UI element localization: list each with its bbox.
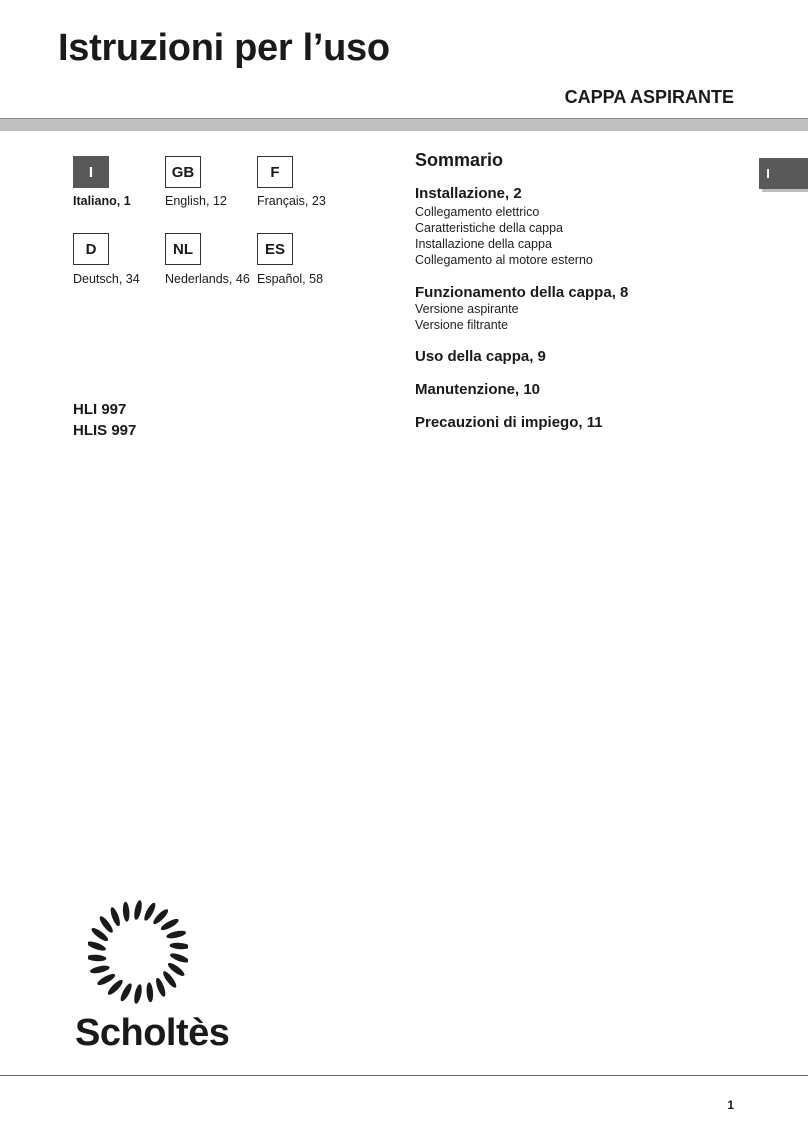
logo-ray <box>89 964 110 975</box>
toc-item[interactable]: Collegamento al motore esterno <box>415 253 593 267</box>
logo-ray <box>169 942 188 950</box>
model-number: HLIS 997 <box>73 422 137 439</box>
language-tab-spanish[interactable]: ES <box>257 233 293 265</box>
logo-ray <box>122 901 130 921</box>
language-link-spanish[interactable]: Español, 58 <box>257 272 324 286</box>
sun-logo-icon <box>88 896 188 1008</box>
page-number: 1 <box>727 1098 734 1112</box>
toc-section-funzionamento[interactable]: Funzionamento della cappa, 8 <box>415 284 629 301</box>
logo-ray <box>166 929 187 940</box>
header-divider-line <box>0 118 808 119</box>
footer-divider <box>0 1075 808 1076</box>
logo-ray <box>154 977 167 998</box>
language-tab-german[interactable]: D <box>73 233 109 265</box>
header-divider-bar <box>0 118 808 131</box>
language-tab-italian[interactable]: I <box>73 156 109 188</box>
logo-ray <box>88 940 107 953</box>
document-title: Istruzioni per l’uso <box>58 27 390 69</box>
language-link-italian[interactable]: Italiano, 1 <box>73 194 131 208</box>
product-type: CAPPA ASPIRANTE <box>564 87 734 107</box>
logo-ray <box>109 906 122 927</box>
toc-item[interactable]: Collegamento elettrico <box>415 205 540 219</box>
logo-ray <box>133 984 143 1005</box>
toc-section-installazione[interactable]: Installazione, 2 <box>415 185 522 202</box>
logo-ray <box>146 982 154 1002</box>
language-link-english[interactable]: English, 12 <box>165 194 227 208</box>
toc-item[interactable]: Versione aspirante <box>415 302 519 316</box>
language-tab-english[interactable]: GB <box>165 156 201 188</box>
logo-ray <box>133 900 143 921</box>
toc-section-uso[interactable]: Uso della cappa, 9 <box>415 348 546 365</box>
language-link-german[interactable]: Deutsch, 34 <box>73 272 140 286</box>
toc-item[interactable]: Caratteristiche della cappa <box>415 221 563 235</box>
side-language-tab-label: I <box>766 166 770 181</box>
toc-section-precauzioni[interactable]: Precauzioni di impiego, 11 <box>415 414 603 431</box>
toc-section-manutenzione[interactable]: Manutenzione, 10 <box>415 381 541 398</box>
model-number: HLI 997 <box>73 401 127 418</box>
toc-title: Sommario <box>415 150 504 170</box>
toc-item[interactable]: Installazione della cappa <box>415 237 552 251</box>
language-link-dutch[interactable]: Nederlands, 46 <box>165 272 250 286</box>
brand-logo-text: Scholtès <box>75 1012 230 1054</box>
toc-item[interactable]: Versione filtrante <box>415 318 509 332</box>
logo-ray <box>88 954 107 962</box>
language-tab-dutch[interactable]: NL <box>165 233 201 265</box>
logo-ray <box>169 952 188 965</box>
language-tab-french[interactable]: F <box>257 156 293 188</box>
language-link-french[interactable]: Français, 23 <box>257 194 326 208</box>
